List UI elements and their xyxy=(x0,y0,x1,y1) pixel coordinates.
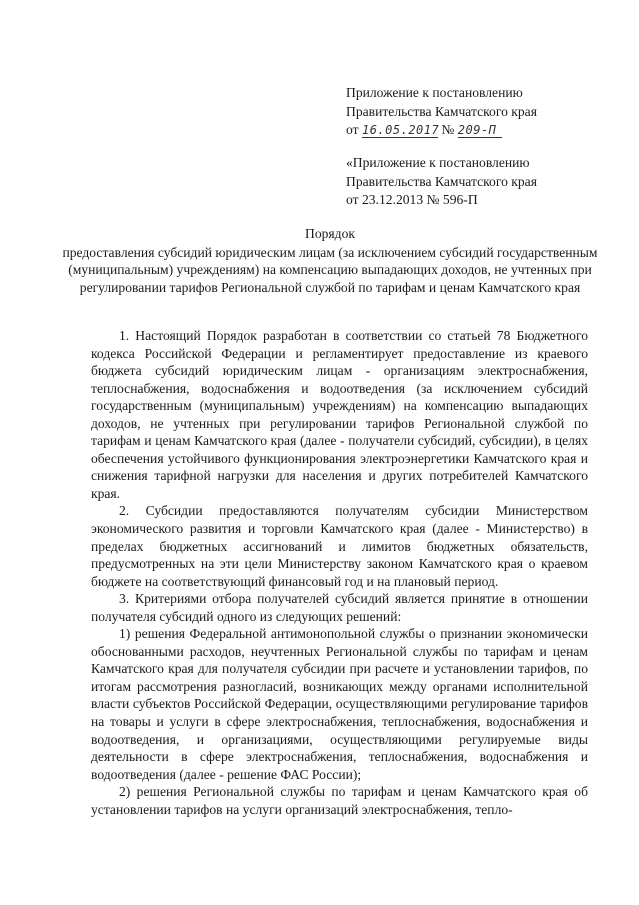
government-line: Правительства Камчатского края xyxy=(346,103,537,119)
paragraph-3-item-1: 1) решения Федеральной антимонопольной службы о признании экономически обоснованными расходов, неучтенных Региональной службы по тарифам и ценам Камчатского края для получателя субсидии при расчете и установлении тарифов, по итогам рассмотрения разногласий, возникающих между органами исполнительной власти субъектов Российской Федерации, осуществляющими регулирование тарифов на товары и услуги в сфере электроснабжения, теплоснабжения, водоснабжения и водоотведения, и организациями, осуществляющими регулируемые виды деятельности в сфере электроснабжения, теплоснабжения, водоснабжения и водоотведения (далее - решение ФАС России); xyxy=(91,626,588,782)
document-title xyxy=(60,225,600,296)
appendix-header-previous xyxy=(346,154,537,210)
appendix-line: «Приложение к постановлению xyxy=(346,155,530,170)
appendix-header-current xyxy=(346,84,537,140)
title-heading: Порядок xyxy=(305,226,355,241)
document-body xyxy=(91,327,588,818)
paragraph-1: 1. Настоящий Порядок разработан в соответствии со статьей 78 Бюджетного кодекса Российской Федерации и регламентирует предоставление из краевого бюджета субсидий юридическим лицам - организациям электроснабжения, теплоснабжения, водоснабжения и водоотведения (за исключением субсидий государственным (муниципальным) учреждениям) на компенсацию выпадающих доходов, не учтенных при регулировании тарифов Региональной службой по тарифам и ценам Камчатского края (далее - получатели субсидий, субсидии), в целях обеспечения устойчивого функционирования электроэнергетики Камчатского края и снижения тарифной нагрузки для населения и других потребителей Камчатского края. xyxy=(91,328,588,501)
resolution-date-line: от 23.12.2013 № 596-П xyxy=(346,192,478,207)
handwritten-number: 209-П xyxy=(458,124,502,138)
paragraph-3-item-2: 2) решения Региональной службы по тарифам и ценам Камчатского края об установлении тарифов на услуги организаций электроснабжения, тепло- xyxy=(91,784,588,817)
appendix-line: Приложение к постановлению xyxy=(346,85,523,100)
title-subtitle: предоставления субсидий юридическим лицам (за исключением субсидий государственным (муниципальным) учреждениям) на компенсацию выпадающих доходов, не учтенных при регулировании тарифов Региональной службой по тарифам и ценам Камчатского края xyxy=(62,244,598,295)
paragraph-2: 2. Субсидии предоставляются получателям субсидии Министерством экономического развития и торговли Камчатского края (далее - Министерство) в пределах бюджетных ассигнований и лимитов бюджетных обязательств, предусмотренных на эти цели Министерству законом Камчатского края о краевом бюджете на соответствующий финансовый год и на плановый период. xyxy=(91,503,588,589)
resolution-date-line xyxy=(346,121,537,140)
handwritten-date: 16.05.2017 xyxy=(361,123,440,137)
government-line: Правительства Камчатского края xyxy=(346,173,537,189)
paragraph-3: 3. Критериями отбора получателей субсидий является принятие в отношении получателя субсидий одного из следующих решений: xyxy=(91,591,588,624)
number-sign: № xyxy=(441,122,455,137)
from-prefix: от xyxy=(346,122,359,137)
